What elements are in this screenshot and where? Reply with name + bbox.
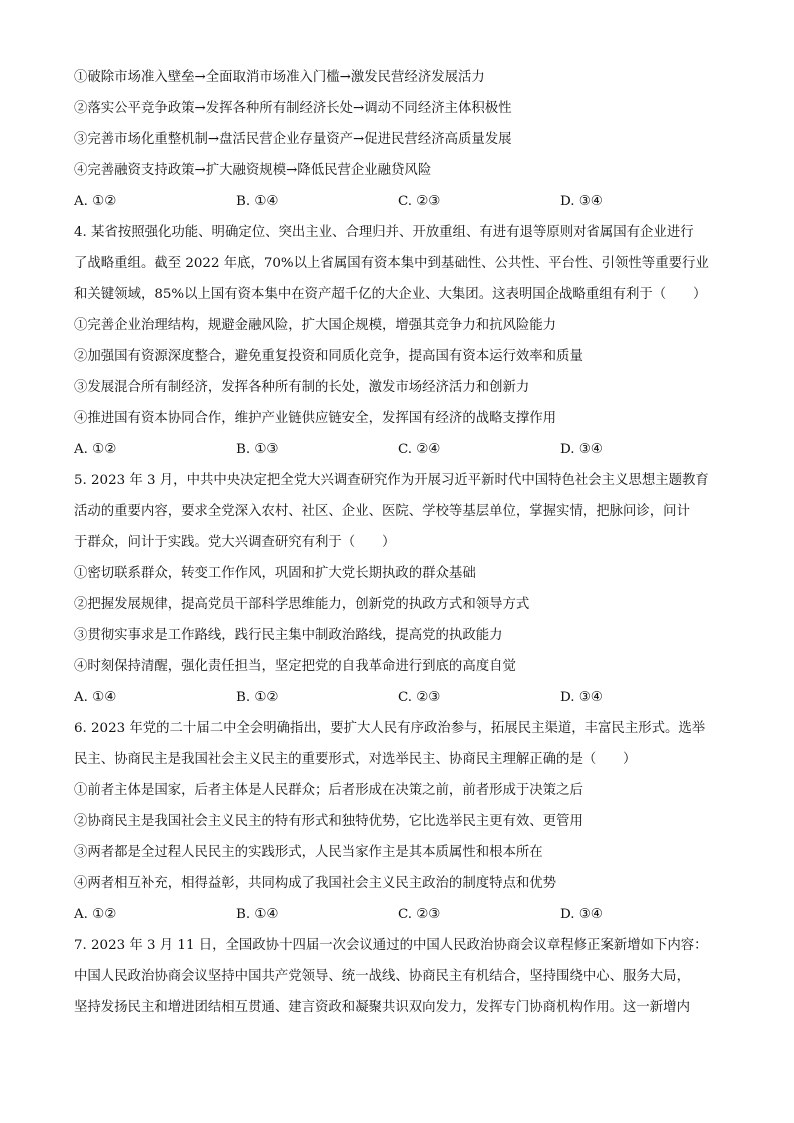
stem-line: 4. 某省按照强化功能、明确定位、突出主业、合理归并、开放重组、有进有退等原则对省属国有企业进行	[74, 225, 694, 240]
statement-line: ④完善融资支持政策→扩大融资规模→降低民营企业融贷风险	[74, 163, 432, 178]
question-3-statements	[74, 62, 724, 186]
option-b: B. ①②	[236, 690, 279, 705]
option-b: B. ①④	[236, 907, 279, 922]
option-d: D. ③④	[560, 690, 603, 705]
statement-line: ②落实公平竞争政策→发挥各种所有制经济长处→调动不同经济主体积极性	[74, 101, 512, 116]
option-d: D. ③④	[560, 442, 603, 457]
question-6-statements	[74, 775, 724, 899]
stem-line: 5. 2023 年 3 月，中共中央决定把全党大兴调查研究作为开展习近平新时代中国特色社会主义思想主题教育	[74, 473, 709, 488]
stem-line: 坚持发扬民主和增进团结相互贯通、建言资政和凝聚共识双向发力，发挥专门协商机构作用。这一新增内	[74, 1000, 690, 1015]
stem-line: 和关键领域，85%以上国有资本集中在资产超千亿的大企业、大集团。这表明国企战略重组有利于（ ）	[74, 287, 707, 302]
statement-line: ②协商民主是我国社会主义民主的特有形式和独特优势，它比选举民主更有效、更管用	[74, 814, 583, 829]
stem-line: 于群众，问计于实践。党大兴调查研究有利于（ ）	[74, 535, 396, 550]
question-4-statements	[74, 310, 724, 434]
statement-line: ③发展混合所有制经济，发挥各种所有制的长处，激发市场经济活力和创新力	[74, 380, 530, 395]
question-4-stem	[74, 217, 724, 310]
option-c: C. ②③	[398, 690, 441, 705]
statement-line: ④时刻保持清醒，强化责任担当，坚定把党的自我革命进行到底的高度自觉	[74, 659, 516, 674]
statement-line: ②加强国有资源深度整合，避免重复投资和同质化竞争，提高国有资本运行效率和质量	[74, 349, 583, 364]
statement-line: ①前者主体是国家，后者主体是人民群众；后者形成在决策之前，前者形成于决策之后	[74, 783, 583, 798]
option-b: B. ①③	[236, 442, 279, 457]
stem-line: 活动的重要内容，要求全党深入农村、社区、企业、医院、学校等基层单位，掌握实情，把脉问诊，问计	[74, 504, 690, 519]
stem-line: 中国人民政治协商会议坚持中国共产党领导、统一战线、协商民主有机结合，坚持围绕中心、服务大局，	[74, 969, 690, 984]
option-c: C. ②③	[398, 907, 441, 922]
statement-line: ①完善企业治理结构，规避金融风险，扩大国企规模，增强其竞争力和抗风险能力	[74, 318, 557, 333]
question-5-options	[74, 682, 724, 713]
statement-line: ③完善市场化重整机制→盘活民营企业存量资产→促进民营经济高质量发展	[74, 132, 512, 147]
statement-line: ④推进国有资本协同合作，维护产业链供应链安全，发挥国有经济的战略支撑作用	[74, 411, 557, 426]
option-a: A. ①②	[74, 907, 117, 922]
question-4-options	[74, 434, 724, 465]
statement-line: ①密切联系群众，转变工作作风，巩固和扩大党长期执政的群众基础	[74, 566, 476, 581]
question-3-options	[74, 186, 724, 217]
option-a: A. ①②	[74, 194, 117, 209]
question-5-statements	[74, 558, 724, 682]
statement-line: ③两者都是全过程人民民主的实践形式，人民当家作主是其本质属性和根本所在	[74, 845, 543, 860]
stem-line: 7. 2023 年 3 月 11 日，全国政协十四届一次会议通过的中国人民政治协商会议章程修正案新增如下内容：	[74, 938, 708, 953]
question-5-stem	[74, 465, 724, 558]
stem-line: 了战略重组。截至 2022 年底，70%以上省属国有资本集中到基础性、公共性、平台性、引领性等重要行业	[74, 256, 709, 271]
question-6-options	[74, 899, 724, 930]
stem-line: 6. 2023 年党的二十届二中全会明确指出，要扩大人民有序政治参与，拓展民主渠道，丰富民主形式。选举	[74, 721, 706, 736]
stem-line: 民主、协商民主是我国社会主义民主的重要形式，对选举民主、协商民主理解正确的是（ ）	[74, 752, 637, 767]
question-content	[74, 62, 724, 1023]
option-a: A. ①④	[74, 690, 117, 705]
option-c: C. ②③	[398, 194, 441, 209]
option-d: D. ③④	[560, 194, 603, 209]
question-6-stem	[74, 713, 724, 775]
statement-line: ③贯彻实事求是工作路线，践行民主集中制政治路线，提高党的执政能力	[74, 628, 503, 643]
statement-line: ④两者相互补充，相得益彰，共同构成了我国社会主义民主政治的制度特点和优势	[74, 876, 557, 891]
option-d: D. ③④	[560, 907, 603, 922]
option-a: A. ①②	[74, 442, 117, 457]
question-7-stem	[74, 930, 724, 1023]
statement-line: ②把握发展规律，提高党员干部科学思维能力，创新党的执政方式和领导方式	[74, 597, 530, 612]
option-b: B. ①④	[236, 194, 279, 209]
option-c: C. ②④	[398, 442, 441, 457]
statement-line: ①破除市场准入壁垒→全面取消市场准入门槛→激发民营经济发展活力	[74, 70, 485, 85]
